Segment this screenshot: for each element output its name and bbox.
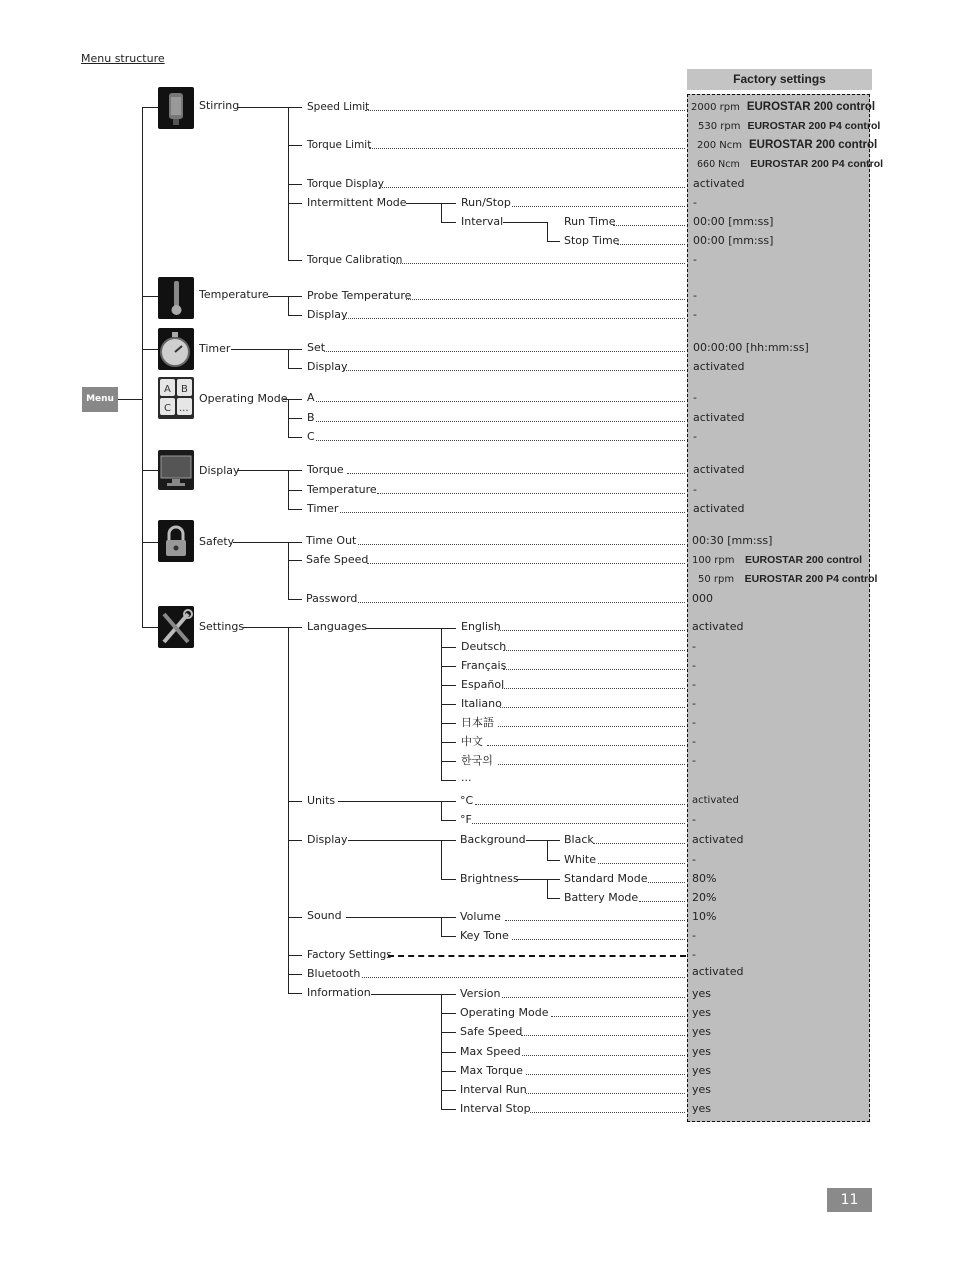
branch-line xyxy=(288,349,289,368)
language-deutsch[interactable]: Deutsch xyxy=(461,640,507,653)
branch-line xyxy=(142,542,158,543)
leader-dots xyxy=(377,493,685,494)
branch-line xyxy=(288,917,302,918)
leader-dots xyxy=(367,563,685,564)
stirrer-icon xyxy=(158,87,194,129)
branch-line xyxy=(288,955,302,956)
value-interval-run: yes xyxy=(692,1083,712,1096)
branch-line xyxy=(547,879,548,898)
branch-line xyxy=(338,801,456,802)
branch-line xyxy=(441,704,456,705)
value-stop-time: 00:00 [mm:ss] xyxy=(693,234,774,247)
branch-line xyxy=(288,368,302,369)
branch-line xyxy=(346,917,456,918)
value-factory-settings: - xyxy=(692,948,696,961)
menu-item-time-out[interactable]: Time Out xyxy=(306,534,357,547)
branch-line xyxy=(288,560,302,561)
leader-dots xyxy=(316,421,685,422)
value-torque-limit-2: 660 Ncm EUROSTAR 200 P4 control xyxy=(697,158,884,170)
value-celsius: activated xyxy=(692,795,739,806)
menu-item-mode-a[interactable]: A xyxy=(307,391,315,404)
menu-item-settings-display[interactable]: Display xyxy=(307,833,348,846)
branch-line xyxy=(288,203,302,204)
language-italiano[interactable]: Italiano xyxy=(461,697,502,710)
leader-dots xyxy=(639,901,685,902)
leader-dots xyxy=(526,1074,685,1075)
value-password: 000 xyxy=(692,592,713,605)
key-more-label: ... xyxy=(179,403,189,414)
menu-item-languages[interactable]: Languages xyxy=(307,620,368,633)
branch-line xyxy=(288,315,302,316)
value-mode-b: activated xyxy=(693,411,745,424)
branch-line xyxy=(441,1109,456,1110)
branch-line xyxy=(288,974,302,975)
value-max-torque: yes xyxy=(692,1064,712,1077)
leader-dots xyxy=(593,843,685,844)
branch-line xyxy=(142,296,158,297)
leader-dots xyxy=(498,764,685,765)
value-torque-display: activated xyxy=(693,177,745,190)
menu-item-run-time[interactable]: Run Time xyxy=(564,215,616,228)
info-interval-stop[interactable]: Interval Stop xyxy=(460,1102,531,1115)
leader-dots xyxy=(316,440,685,441)
leader-dots xyxy=(316,401,685,402)
leader-dots xyxy=(648,882,685,883)
value-torque-calibration: - xyxy=(693,253,697,266)
main-trunk-line xyxy=(142,107,143,627)
thermometer-icon xyxy=(158,277,194,319)
branch-line xyxy=(142,470,158,471)
menu-item-sound[interactable]: Sound xyxy=(307,909,342,922)
leader-dots xyxy=(502,688,685,689)
menu-item-interval[interactable]: Interval xyxy=(461,215,504,228)
leader-dots xyxy=(340,512,685,513)
leader-dots xyxy=(500,707,685,708)
menu-item-bluetooth[interactable]: Bluetooth xyxy=(307,967,361,980)
branch-line xyxy=(441,222,456,223)
branch-line xyxy=(547,860,560,861)
menu-item-standard-mode[interactable]: Standard Mode xyxy=(564,872,648,885)
value-korean: - xyxy=(692,754,696,767)
branch-line xyxy=(288,418,302,419)
branch-line xyxy=(547,222,548,241)
leader-dots xyxy=(475,804,685,805)
branch-line xyxy=(441,879,456,880)
menu-item-safe-speed[interactable]: Safe Speed xyxy=(306,553,369,566)
value-operating-mode: yes xyxy=(692,1006,712,1019)
language-more[interactable]: ... xyxy=(461,771,472,784)
leader-dots xyxy=(393,263,685,264)
value-italiano: - xyxy=(692,697,696,710)
branch-line xyxy=(288,145,302,146)
value-chinese: - xyxy=(692,735,696,748)
menu-item-key-tone[interactable]: Key Tone xyxy=(460,929,509,942)
value-japanese: - xyxy=(692,716,696,729)
branch-line xyxy=(288,509,302,510)
menu-item-run-stop[interactable]: Run/Stop xyxy=(461,196,511,209)
leader-dots xyxy=(613,225,685,226)
value-display-torque: activated xyxy=(693,463,745,476)
menu-item-mode-b[interactable]: B xyxy=(307,411,315,424)
menu-item-temperature-display[interactable]: Display xyxy=(307,308,348,321)
branch-line xyxy=(288,840,302,841)
value-white: - xyxy=(692,853,696,866)
branch-line xyxy=(441,936,456,937)
leader-dots xyxy=(369,148,685,149)
menu-item-speed-limit[interactable]: Speed Limit xyxy=(307,101,370,113)
value-standard-mode: 80% xyxy=(692,872,717,885)
menu-item-torque-limit[interactable]: Torque Limit xyxy=(307,139,372,151)
category-timer[interactable]: Timer xyxy=(199,342,231,355)
value-mode-a: - xyxy=(693,391,697,404)
menu-item-display-temperature[interactable]: Temperature xyxy=(307,483,377,496)
stopwatch-icon xyxy=(158,328,194,370)
menu-item-stop-time[interactable]: Stop Time xyxy=(564,234,620,247)
leader-dots xyxy=(503,650,685,651)
value-volume: 10% xyxy=(692,910,717,923)
branch-line xyxy=(231,349,302,350)
factory-settings-header: Factory settings xyxy=(687,69,872,90)
category-safety[interactable]: Safety xyxy=(199,535,235,548)
branch-line xyxy=(406,203,441,204)
leader-dots xyxy=(598,863,685,864)
leader-dots xyxy=(379,187,685,188)
value-key-tone: - xyxy=(692,929,696,942)
info-safe-speed[interactable]: Safe Speed xyxy=(460,1025,523,1038)
menu-item-volume[interactable]: Volume xyxy=(460,910,501,923)
branch-line xyxy=(288,599,302,600)
menu-item-battery-mode[interactable]: Battery Mode xyxy=(564,891,639,904)
value-speed-limit-2: 530 rpm EUROSTAR 200 P4 control xyxy=(698,120,881,132)
menu-item-white[interactable]: White xyxy=(564,853,596,866)
padlock-icon xyxy=(158,520,194,562)
leader-dots xyxy=(324,351,685,352)
menu-item-torque-calibration[interactable]: Torque Calibration xyxy=(307,254,403,266)
leader-dots xyxy=(498,726,685,727)
branch-line xyxy=(288,107,302,108)
branch-line xyxy=(288,184,302,185)
leader-dots xyxy=(358,602,685,603)
branch-line xyxy=(441,840,442,879)
info-version[interactable]: Version xyxy=(460,987,501,1000)
language-espanol[interactable]: Español xyxy=(461,678,505,691)
branch-line xyxy=(283,399,302,400)
leader-dots xyxy=(347,473,685,474)
category-display[interactable]: Display xyxy=(199,464,240,477)
menu-item-probe-temperature[interactable]: Probe Temperature xyxy=(307,289,412,302)
key-b-label: B xyxy=(181,384,188,395)
leader-dots xyxy=(526,1093,685,1094)
unit-fahrenheit[interactable]: °F xyxy=(460,813,472,826)
leader-dots xyxy=(551,1016,685,1017)
page-number: 11 xyxy=(827,1188,872,1212)
leader-dots xyxy=(503,669,685,670)
menu-item-brightness[interactable]: Brightness xyxy=(460,872,519,885)
value-max-speed: yes xyxy=(692,1045,712,1058)
category-settings[interactable]: Settings xyxy=(199,620,245,633)
branch-line xyxy=(441,647,456,648)
leader-dots xyxy=(365,110,685,111)
menu-item-intermittent-mode[interactable]: Intermittent Mode xyxy=(307,196,407,209)
value-espanol: - xyxy=(692,678,696,691)
branch-line xyxy=(441,1071,456,1072)
menu-item-mode-c[interactable]: C xyxy=(307,430,315,443)
branch-line xyxy=(441,203,442,222)
value-timer-display: activated xyxy=(693,360,745,373)
branch-line xyxy=(233,542,302,543)
value-run-time: 00:00 [mm:ss] xyxy=(693,215,774,228)
branch-line xyxy=(526,840,560,841)
value-black: activated xyxy=(692,833,744,846)
menu-item-units[interactable]: Units xyxy=(307,794,336,807)
branch-line xyxy=(441,203,456,204)
category-temperature[interactable]: Temperature xyxy=(199,288,269,301)
leader-dots xyxy=(512,206,685,207)
menu-item-factory-settings[interactable]: Factory Settings xyxy=(307,949,392,961)
leader-dots xyxy=(512,939,685,940)
leader-dots xyxy=(522,1055,685,1056)
value-safe-speed-2: 50 rpm EUROSTAR 200 P4 control xyxy=(698,573,878,585)
language-francais[interactable]: Français xyxy=(461,659,507,672)
branch-line xyxy=(288,260,302,261)
branch-line xyxy=(503,222,547,223)
branch-line xyxy=(288,296,289,315)
value-speed-limit-1: 2000 rpm EUROSTAR 200 control xyxy=(691,101,876,113)
value-temperature-display: - xyxy=(693,308,697,321)
menu-item-background[interactable]: Background xyxy=(460,833,526,846)
branch-line xyxy=(441,666,456,667)
branch-line xyxy=(142,107,158,108)
branch-line xyxy=(371,994,456,995)
value-safe-speed: yes xyxy=(692,1025,712,1038)
info-interval-run[interactable]: Interval Run xyxy=(460,1083,527,1096)
value-deutsch: - xyxy=(692,640,696,653)
leader-dots xyxy=(502,997,685,998)
branch-line xyxy=(516,879,560,880)
category-operating-mode[interactable]: Operating Mode xyxy=(199,392,288,405)
menu-item-information[interactable]: Information xyxy=(307,986,371,999)
branch-line xyxy=(288,542,289,599)
unit-celsius[interactable]: °C xyxy=(460,794,474,807)
branch-line xyxy=(288,993,302,994)
leader-dots xyxy=(406,299,685,300)
value-battery-mode: 20% xyxy=(692,891,717,904)
branch-line xyxy=(441,723,456,724)
tools-icon xyxy=(158,606,194,648)
language-japanese[interactable]: 日本語 xyxy=(461,716,494,729)
key-c-label: C xyxy=(164,403,171,414)
value-timer-set: 00:00:00 [hh:mm:ss] xyxy=(693,341,809,354)
menu-item-torque-display[interactable]: Torque Display xyxy=(307,178,385,190)
connector-line xyxy=(118,399,142,400)
value-torque-limit-1: 200 Ncm EUROSTAR 200 control xyxy=(697,139,878,151)
branch-line xyxy=(441,820,456,821)
dashed-connector xyxy=(388,955,686,957)
value-time-out: 00:30 [mm:ss] xyxy=(692,534,773,547)
leader-dots xyxy=(343,318,685,319)
value-francais: - xyxy=(692,659,696,672)
branch-line xyxy=(237,470,302,471)
leader-dots xyxy=(362,977,685,978)
branch-line xyxy=(441,1013,456,1014)
menu-button[interactable]: Menu xyxy=(82,387,118,412)
info-operating-mode[interactable]: Operating Mode xyxy=(460,1006,549,1019)
value-mode-c: - xyxy=(693,430,697,443)
branch-line xyxy=(243,627,302,628)
branch-line xyxy=(547,840,548,860)
leader-dots xyxy=(617,244,685,245)
leader-dots xyxy=(358,544,685,545)
branch-line xyxy=(547,898,560,899)
branch-line xyxy=(441,761,456,762)
leader-dots xyxy=(343,370,685,371)
value-interval-stop: yes xyxy=(692,1102,712,1115)
branch-line xyxy=(288,437,302,438)
branch-line xyxy=(441,742,456,743)
branch-line xyxy=(288,490,302,491)
menu-item-display-torque[interactable]: Torque xyxy=(307,463,344,476)
leader-dots xyxy=(530,1112,685,1113)
leader-dots xyxy=(505,920,685,921)
leader-dots xyxy=(521,1035,685,1036)
language-korean[interactable]: 한국의 xyxy=(461,754,493,767)
category-stirring[interactable]: Stirring xyxy=(199,99,240,112)
value-run-stop: - xyxy=(693,196,697,209)
branch-line xyxy=(142,627,158,628)
menu-item-timer-display[interactable]: Display xyxy=(307,360,348,373)
menu-item-password[interactable]: Password xyxy=(306,592,358,605)
branch-line xyxy=(547,241,560,242)
menu-item-display-timer[interactable]: Timer xyxy=(307,502,339,515)
info-max-torque[interactable]: Max Torque xyxy=(460,1064,523,1077)
branch-line xyxy=(268,296,302,297)
branch-line xyxy=(237,107,288,108)
value-display-temperature: - xyxy=(693,483,697,496)
value-fahrenheit: - xyxy=(692,813,696,826)
branch-line xyxy=(348,840,456,841)
branch-line xyxy=(441,1052,456,1053)
language-english[interactable]: English xyxy=(461,620,501,633)
menu-item-black[interactable]: Black xyxy=(564,833,594,846)
leader-dots xyxy=(472,823,685,824)
value-probe-temperature: - xyxy=(693,289,697,302)
value-bluetooth: activated xyxy=(692,965,744,978)
leader-dots xyxy=(498,630,685,631)
value-safe-speed-1: 100 rpm EUROSTAR 200 control xyxy=(692,554,863,566)
branch-line xyxy=(142,349,158,350)
branch-line xyxy=(441,917,442,936)
branch-line xyxy=(288,627,289,993)
monitor-icon xyxy=(158,450,194,490)
value-english: activated xyxy=(692,620,744,633)
operating-mode-keys-icon xyxy=(158,377,194,419)
info-max-speed[interactable]: Max Speed xyxy=(460,1045,521,1058)
branch-line xyxy=(441,801,442,820)
branch-line xyxy=(441,780,456,781)
value-version: yes xyxy=(692,987,712,1000)
leader-dots xyxy=(487,745,685,746)
value-display-timer: activated xyxy=(693,502,745,515)
language-chinese[interactable]: 中文 xyxy=(461,735,483,748)
menu-item-timer-set[interactable]: Set xyxy=(307,341,326,354)
branch-line xyxy=(441,1090,456,1091)
branch-line xyxy=(288,801,302,802)
key-a-label: A xyxy=(164,384,171,395)
branch-line xyxy=(441,685,456,686)
branch-line xyxy=(441,1032,456,1033)
branch-line xyxy=(366,628,456,629)
menu-structure-title: Menu structure xyxy=(81,52,165,65)
